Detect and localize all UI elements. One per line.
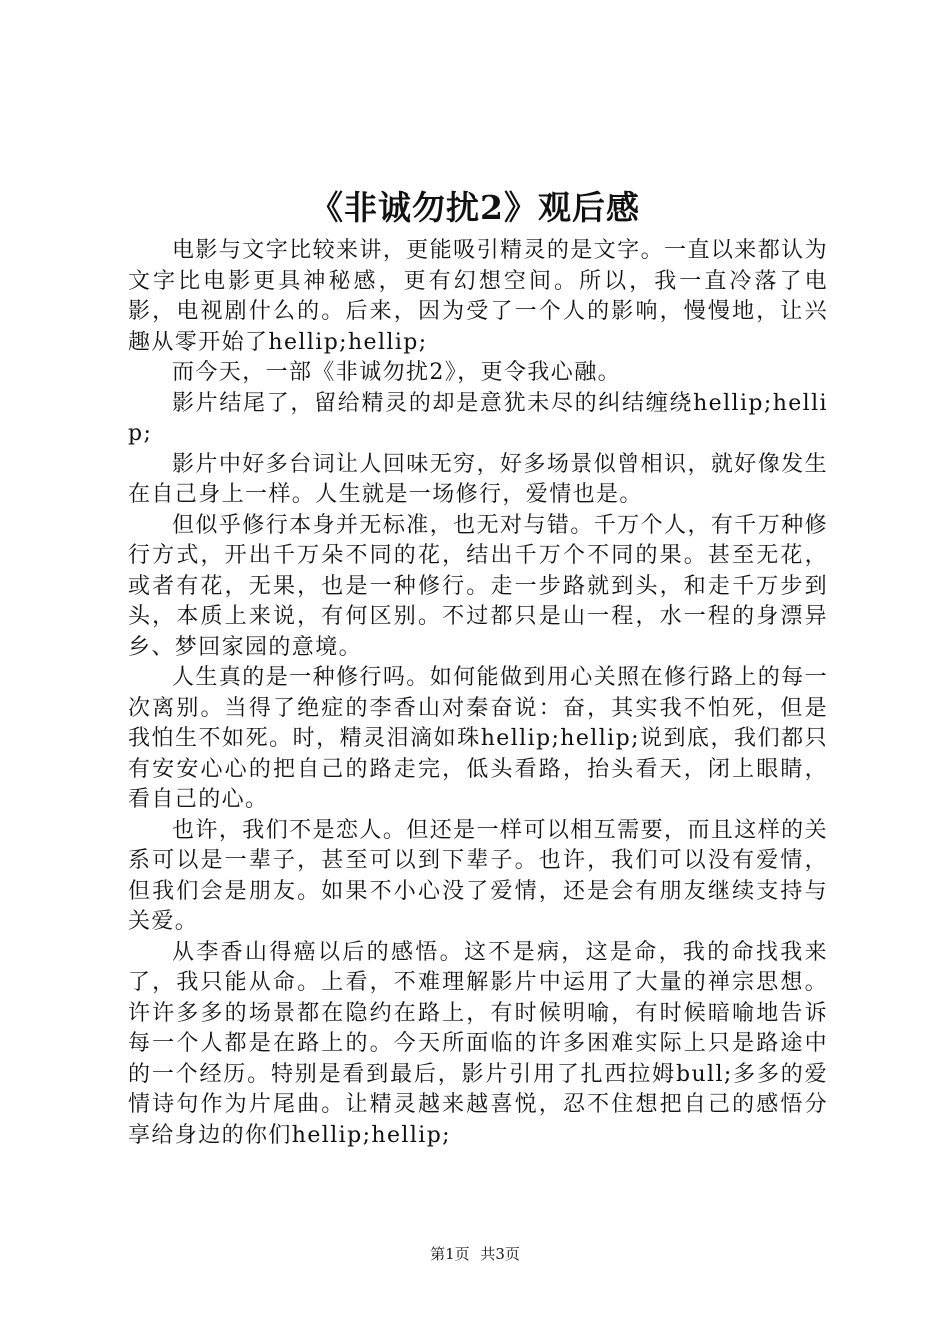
- paragraph: 也许，我们不是恋人。但还是一样可以相互需要，而且这样的关系可以是一辈子，甚至可以到下辈子。也许，我们可以没有爱情，但我们会是朋友。如果不小心没了爱情，还是会有朋友继续支持与关爱。: [128, 817, 828, 934]
- document-body: [128, 236, 828, 1151]
- paragraph: 但似乎修行本身并无标准，也无对与错。千万个人，有千万种修行方式，开出千万朵不同的花，结出千万个不同的果。甚至无花，或者有花，无果，也是一种修行。走一步路就到头，和走千万步到头，本质上来说，有何区别。不过都只是山一程，水一程的身漂异乡、梦回家园的意境。: [128, 512, 828, 660]
- page-number: 第1页: [430, 1245, 470, 1263]
- paragraph: 从李香山得癌以后的感悟。这不是病，这是命，我的命找我来了，我只能从命。上看，不难理解影片中运用了大量的禅宗思想。许许多多的场景都在隐约在路上，有时候明喻，有时候暗喻地告诉每一个人都是在路上的。今天所面临的许多困难实际上只是路途中的一个经历。特别是看到最后，影片引用了扎西拉姆bull;多多的爱情诗句作为片尾曲。让精灵越来越喜悦，忍不住想把自己的感悟分享给身边的你们hellip;hellip;: [128, 939, 828, 1148]
- document-title: 《非诚勿扰2》观后感: [310, 188, 640, 227]
- paragraph: 电影与文字比较来讲，更能吸引精灵的是文字。一直以来都认为文字比电影更具神秘感，更有幻想空间。所以，我一直冷落了电影，电视剧什么的。后来，因为受了一个人的影响，慢慢地，让兴趣从零开始了hellip;hellip;: [128, 238, 828, 355]
- paragraph: 影片结尾了，留给精灵的却是意犹未尽的纠结缠绕hellip;hellip;: [128, 390, 828, 446]
- page-footer: [0, 1244, 950, 1264]
- paragraph: 人生真的是一种修行吗。如何能做到用心关照在修行路上的每一次离别。当得了绝症的李香山对秦奋说：奋，其实我不怕死，但是我怕生不如死。时，精灵泪滴如珠hellip;hellip;说到底，我们都只有安安心心的把自己的路走完，低头看路，抬头看天，闭上眼睛，看自己的心。: [128, 665, 828, 812]
- page-total: 共3页: [480, 1245, 520, 1263]
- paragraph: 影片中好多台词让人回味无穷，好多场景似曾相识，就好像发生在自己身上一样。人生就是一场修行，爱情也是。: [128, 451, 828, 507]
- paragraph: 而今天，一部《非诚勿扰2》，更令我心融。: [172, 360, 621, 385]
